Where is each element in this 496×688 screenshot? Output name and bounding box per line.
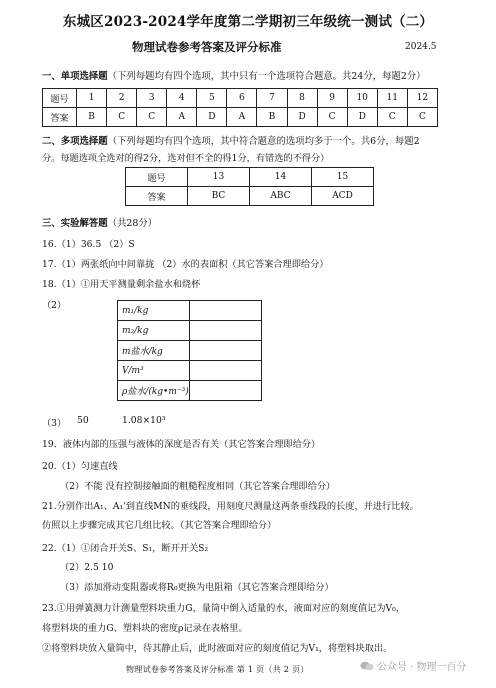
cell-number: 7 [257,89,287,108]
answer-q20-part1: 20.（1）匀速直线 [42,461,118,472]
measure-label: m盐水/kg [118,341,190,361]
table-row [43,108,438,127]
row-label-answer: 答案 [126,187,188,206]
cell-answer: A [167,108,197,127]
measure-label: V/m³ [118,361,190,381]
cell-number: 11 [377,89,407,108]
answer-q22-part2: （2）2.5 10 [60,562,114,573]
answer-q21-line2: 仿照以上步骤完成其它几组比较。（其它答案合理即给分） [42,520,277,531]
table-row [118,301,262,321]
table-row [118,361,262,381]
table-row [118,341,262,361]
measure-label: m₂/kg [118,321,190,341]
document-date: 2024.5 [405,42,437,52]
measure-value-cell [190,301,262,321]
cell-number: 14 [250,168,312,187]
measure-value-cell [190,361,262,381]
cell-answer: D [287,108,317,127]
cell-number: 15 [312,168,374,187]
answer-q18-part3-label: （3） [42,418,67,429]
measure-value-cell [190,381,262,401]
cell-number: 4 [167,89,197,108]
cell-number: 13 [188,168,250,187]
cell-answer: B [77,108,107,127]
row-label-number: 题号 [126,168,188,187]
cell-number: 6 [227,89,257,108]
measure-label: ρ盐水/(kg•m⁻³) [118,381,190,401]
cell-number: 10 [347,89,377,108]
section1-heading-line [42,68,426,82]
row-label-number: 题号 [43,89,77,108]
answer-q19: 19．液体内部的压强与液体的深度是否有关（其它答案合理即给分） [42,439,321,450]
answer-q23-line2: 将塑料块的重力G、塑料块的密度ρ记录在表格里。 [42,623,248,634]
section2-heading-line [42,133,420,147]
cell-answer: C [377,108,407,127]
document-subtitle: 物理试卷参考答案及评分标准 [132,40,282,54]
cell-answer: A [227,108,257,127]
table-row [126,168,374,187]
wechat-icon [360,661,374,671]
measure-value-cell [190,341,262,361]
section2-note-line2: 分。每题选项全选对的得2分，选对但不全的得1分，有错选的不得分） [42,153,330,164]
table-row [118,321,262,341]
cell-answer: BC [188,187,250,206]
cell-number: 2 [107,89,137,108]
cell-number: 5 [197,89,227,108]
cell-answer: D [197,108,227,127]
single-choice-answer-table [42,88,438,127]
answer-q22-part1: 22.（1）①闭合开关S、S₁，断开开关S₂ [42,543,209,554]
cell-answer: C [107,108,137,127]
answer-q17: 17.（1）两张纸向中间靠拢 （2）水的表面积（其它答案合理即给分） [42,259,329,270]
answer-q21-line1: 21.分别作出A₁、A₁'到直线MN的垂线段，用刻度尺测量这两条垂线段的长度，并进行比较。 [42,501,419,512]
table-row [118,381,262,401]
cell-number: 12 [407,89,437,108]
table-row [126,187,374,206]
measurement-table [117,300,262,401]
answer-q18-part2-label: （2） [42,300,67,311]
multiple-choice-answer-table [125,167,374,206]
cell-answer: ACD [312,187,374,206]
cell-answer: ABC [250,187,312,206]
section3-heading-line [42,215,157,229]
section2-note-line1: （下列每题均有四个选项，其中符合题意的选项均多于一个。共6分，每题2 [107,136,420,147]
page-footer: 物理试卷参考答案及评分标准 第 1 页（共 2 页） [126,665,309,674]
cell-answer: C [317,108,347,127]
answer-q23-line3: ②将塑料块放入量筒中，待其静止后，此时液面对应的刻度值记为V₁，将塑料块取出。 [42,643,393,654]
section2-heading: 二、多项选择题 [42,136,108,147]
section3-note: （共28分） [107,218,158,229]
cell-answer: B [257,108,287,127]
answer-q18-part3-density: 1.08×10³ [122,415,166,426]
cell-answer: C [137,108,167,127]
document-title: 东城区2023-2024学年度第二学期初三年级统一测试（二） [62,14,434,30]
measure-value-cell [190,321,262,341]
cell-number: 1 [77,89,107,108]
section1-note: （下列每题均有四个选项，其中只有一个选项符合题意。共24分，每题2分） [107,71,426,82]
watermark [360,658,467,673]
cell-number: 9 [317,89,347,108]
answer-q16: 16.（1）36.5 （2）S [42,239,135,250]
measure-label: m₁/kg [118,301,190,321]
answer-q18-part1: 18.（1）①用天平测量剩余盐水和烧杯 [42,279,201,290]
table-row [43,89,438,108]
answer-q18-part3-volume: 50 [77,415,89,426]
watermark-text: 公众号 · 物理一百分 [377,662,467,673]
cell-answer: D [347,108,377,127]
answer-q22-part3: （3）添加滑动变阻器或将R₀更换为电阻箱（其它答案合理即给分） [60,582,334,593]
cell-number: 8 [287,89,317,108]
cell-answer: C [407,108,437,127]
cell-number: 3 [137,89,167,108]
answer-q20-part2: （2）不能 没有控制接触面的粗糙程度相同（其它答案合理即给分） [60,481,336,492]
answer-q23-line1: 23.①用弹簧测力计测量塑料块重力G，量筒中倒入适量的水，液面对应的刻度值记为V₀， [42,603,406,614]
section1-heading: 一、单项选择题 [42,71,108,82]
section3-heading: 三、实验解答题 [42,218,108,229]
row-label-answer: 答案 [43,108,77,127]
